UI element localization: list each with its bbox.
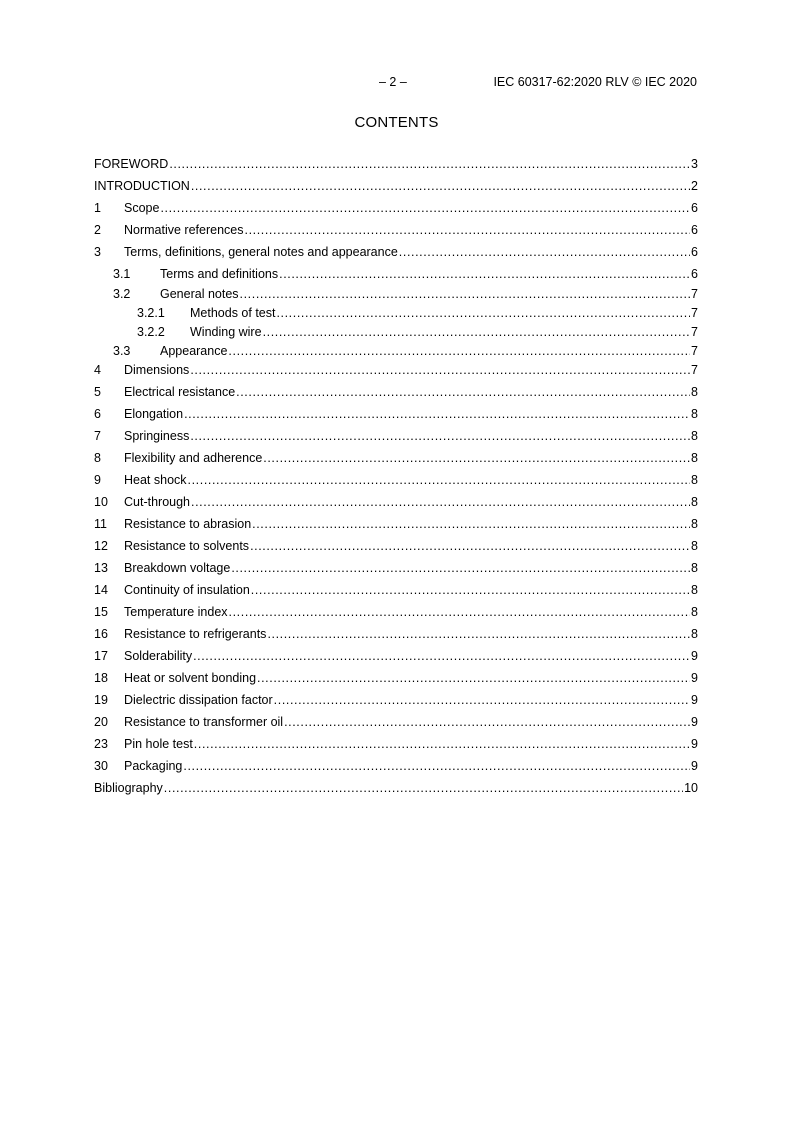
toc-entry[interactable] <box>94 177 698 195</box>
toc-entry-number: 9 <box>94 473 101 487</box>
dot-leader <box>190 361 690 379</box>
toc-entry-number: 12 <box>94 539 108 553</box>
dot-leader <box>276 304 690 322</box>
dot-leader <box>279 265 690 283</box>
toc-entry[interactable] <box>94 427 698 445</box>
toc-entry-number: 3.2.2 <box>137 325 165 339</box>
toc-entry-label: Resistance to abrasion <box>124 517 252 531</box>
toc-entry-page: 8 <box>691 517 698 531</box>
dot-leader <box>236 383 690 401</box>
toc-entry-label: Bibliography <box>94 781 163 795</box>
toc-entry-page: 9 <box>691 715 698 729</box>
dot-leader <box>183 757 690 775</box>
toc-entry[interactable] <box>94 537 698 555</box>
toc-entry[interactable] <box>94 779 698 797</box>
dot-leader <box>191 177 690 195</box>
dot-leader <box>399 243 690 261</box>
toc-entry-number: 15 <box>94 605 108 619</box>
toc-entry-page: 9 <box>691 671 698 685</box>
toc-entry-page: 8 <box>691 495 698 509</box>
toc-entry[interactable] <box>94 603 698 621</box>
toc-entry-label: Dielectric dissipation factor <box>124 693 273 707</box>
dot-leader <box>245 221 691 239</box>
dot-leader <box>184 405 690 423</box>
toc-entry[interactable] <box>94 713 698 731</box>
dot-leader <box>190 427 690 445</box>
toc-entry-page: 6 <box>691 201 698 215</box>
toc-entry-page: 8 <box>691 407 698 421</box>
toc-entry-label: Springiness <box>124 429 190 443</box>
toc-entry-page: 8 <box>691 473 698 487</box>
dot-leader <box>250 537 690 555</box>
toc-entry-label: Heat or solvent bonding <box>124 671 257 685</box>
toc-entry-number: 3.3 <box>113 344 131 358</box>
dot-leader <box>252 515 690 533</box>
dot-leader <box>257 669 690 687</box>
toc-entry-label: Flexibility and adherence <box>124 451 263 465</box>
toc-entry-label: Resistance to solvents <box>124 539 250 553</box>
toc-entry-label: Pin hole test <box>124 737 193 751</box>
toc-entry-page: 9 <box>691 693 698 707</box>
dot-leader <box>194 735 690 753</box>
dot-leader <box>188 471 691 489</box>
toc-entry-label: Dimensions <box>124 363 190 377</box>
toc-entry-label: Resistance to refrigerants <box>124 627 267 641</box>
toc-entry[interactable] <box>94 449 698 467</box>
toc-entry-number: 16 <box>94 627 108 641</box>
toc-entry-page: 7 <box>691 325 698 339</box>
toc-entry-page: 7 <box>691 287 698 301</box>
toc-entry[interactable] <box>94 735 698 753</box>
toc-entry-page: 8 <box>691 561 698 575</box>
toc-entry-number: 14 <box>94 583 108 597</box>
toc-entry-label: Cut-through <box>124 495 191 509</box>
toc-entry-page: 8 <box>691 539 698 553</box>
toc-entry[interactable] <box>94 323 698 341</box>
toc-entry[interactable] <box>94 265 698 283</box>
toc-entry-number: 13 <box>94 561 108 575</box>
toc-entry-page: 8 <box>691 605 698 619</box>
toc-entry-page: 3 <box>691 157 698 171</box>
toc-entry-page: 7 <box>691 306 698 320</box>
dot-leader <box>274 691 690 709</box>
toc-entry[interactable] <box>94 559 698 577</box>
dot-leader <box>229 603 691 621</box>
dot-leader <box>191 493 690 511</box>
toc-entry-label: Terms, definitions, general notes and appearance <box>124 245 398 259</box>
dot-leader <box>263 449 690 467</box>
toc-entry-label: Terms and definitions <box>160 267 279 281</box>
toc-entry[interactable] <box>94 199 698 217</box>
toc-entry-number: 6 <box>94 407 101 421</box>
document-reference: IEC 60317-62:2020 RLV © IEC 2020 <box>493 75 697 89</box>
dot-leader <box>164 779 683 797</box>
toc-entry-label: Solderability <box>124 649 193 663</box>
toc-entry[interactable] <box>94 285 698 303</box>
toc-entry-number: 1 <box>94 201 101 215</box>
toc-entry-page: 8 <box>691 385 698 399</box>
dot-leader <box>169 155 690 173</box>
toc-entry-label: Temperature index <box>124 605 228 619</box>
dot-leader <box>240 285 691 303</box>
page-number: – 2 – <box>379 75 407 89</box>
toc-entry-label: Heat shock <box>124 473 187 487</box>
toc-entry-page: 9 <box>691 737 698 751</box>
toc-entry[interactable] <box>94 383 698 401</box>
toc-entry-label: Breakdown voltage <box>124 561 231 575</box>
toc-entry-number: 2 <box>94 223 101 237</box>
toc-entry[interactable] <box>94 471 698 489</box>
toc-entry-page: 9 <box>691 759 698 773</box>
dot-leader <box>193 647 690 665</box>
toc-entry[interactable] <box>94 361 698 379</box>
toc-entry-page: 6 <box>691 267 698 281</box>
toc-entry-number: 17 <box>94 649 108 663</box>
toc-entry[interactable] <box>94 155 698 173</box>
toc-entry-page: 7 <box>691 344 698 358</box>
toc-entry-page: 9 <box>691 649 698 663</box>
toc-entry-page: 8 <box>691 429 698 443</box>
toc-entry[interactable] <box>94 243 698 261</box>
toc-entry-page: 8 <box>691 583 698 597</box>
toc-entry-number: 20 <box>94 715 108 729</box>
toc-entry-number: 3 <box>94 245 101 259</box>
page-header <box>0 75 697 93</box>
dot-leader <box>231 559 690 577</box>
toc-entry-page: 2 <box>691 179 698 193</box>
toc-entry-label: Resistance to transformer oil <box>124 715 284 729</box>
toc-entry-label: General notes <box>160 287 239 301</box>
toc-entry-label: Packaging <box>124 759 183 773</box>
toc-entry[interactable] <box>94 221 698 239</box>
toc-entry[interactable] <box>94 647 698 665</box>
toc-entry-number: 11 <box>94 517 107 531</box>
toc-entry-page: 8 <box>691 451 698 465</box>
toc-entry-number: 30 <box>94 759 108 773</box>
toc-entry-label: FOREWORD <box>94 157 169 171</box>
toc-entry[interactable] <box>94 405 698 423</box>
toc-entry[interactable] <box>94 757 698 775</box>
toc-entry[interactable] <box>94 669 698 687</box>
toc-entry-page: 6 <box>691 245 698 259</box>
toc-entry-label: Appearance <box>160 344 228 358</box>
toc-entry[interactable] <box>94 304 698 322</box>
toc-entry-page: 8 <box>691 627 698 641</box>
toc-entry-number: 4 <box>94 363 101 377</box>
toc-entry-label: Scope <box>124 201 160 215</box>
dot-leader <box>267 625 690 643</box>
toc-entry-number: 19 <box>94 693 108 707</box>
toc-entry[interactable] <box>94 625 698 643</box>
toc-entry-number: 3.1 <box>113 267 131 281</box>
toc-entry-number: 5 <box>94 385 101 399</box>
toc-entry[interactable] <box>94 493 698 511</box>
toc-entry[interactable] <box>94 515 698 533</box>
toc-entry[interactable] <box>94 342 698 360</box>
toc-entry-label: Winding wire <box>190 325 262 339</box>
toc-entry-number: 23 <box>94 737 108 751</box>
toc-entry[interactable] <box>94 691 698 709</box>
toc-entry[interactable] <box>94 581 698 599</box>
dot-leader <box>160 199 690 217</box>
toc-entry-number: 3.2.1 <box>137 306 165 320</box>
toc-entry-page: 10 <box>684 781 698 795</box>
toc-entry-label: Electrical resistance <box>124 385 236 399</box>
dot-leader <box>263 323 690 341</box>
dot-leader <box>228 342 690 360</box>
toc-entry-page: 6 <box>691 223 698 237</box>
toc-entry-number: 3.2 <box>113 287 131 301</box>
toc-entry-page: 7 <box>691 363 698 377</box>
toc-entry-label: Elongation <box>124 407 184 421</box>
toc-entry-label: Normative references <box>124 223 244 237</box>
toc-entry-number: 10 <box>94 495 108 509</box>
toc-entry-label: Continuity of insulation <box>124 583 250 597</box>
dot-leader <box>284 713 690 731</box>
toc-entry-label: Methods of test <box>190 306 276 320</box>
toc-entry-number: 7 <box>94 429 101 443</box>
dot-leader <box>251 581 690 599</box>
toc-entry-number: 18 <box>94 671 108 685</box>
toc-entry-label: INTRODUCTION <box>94 179 190 193</box>
toc-entry-number: 8 <box>94 451 101 465</box>
page-title: CONTENTS <box>354 114 439 131</box>
